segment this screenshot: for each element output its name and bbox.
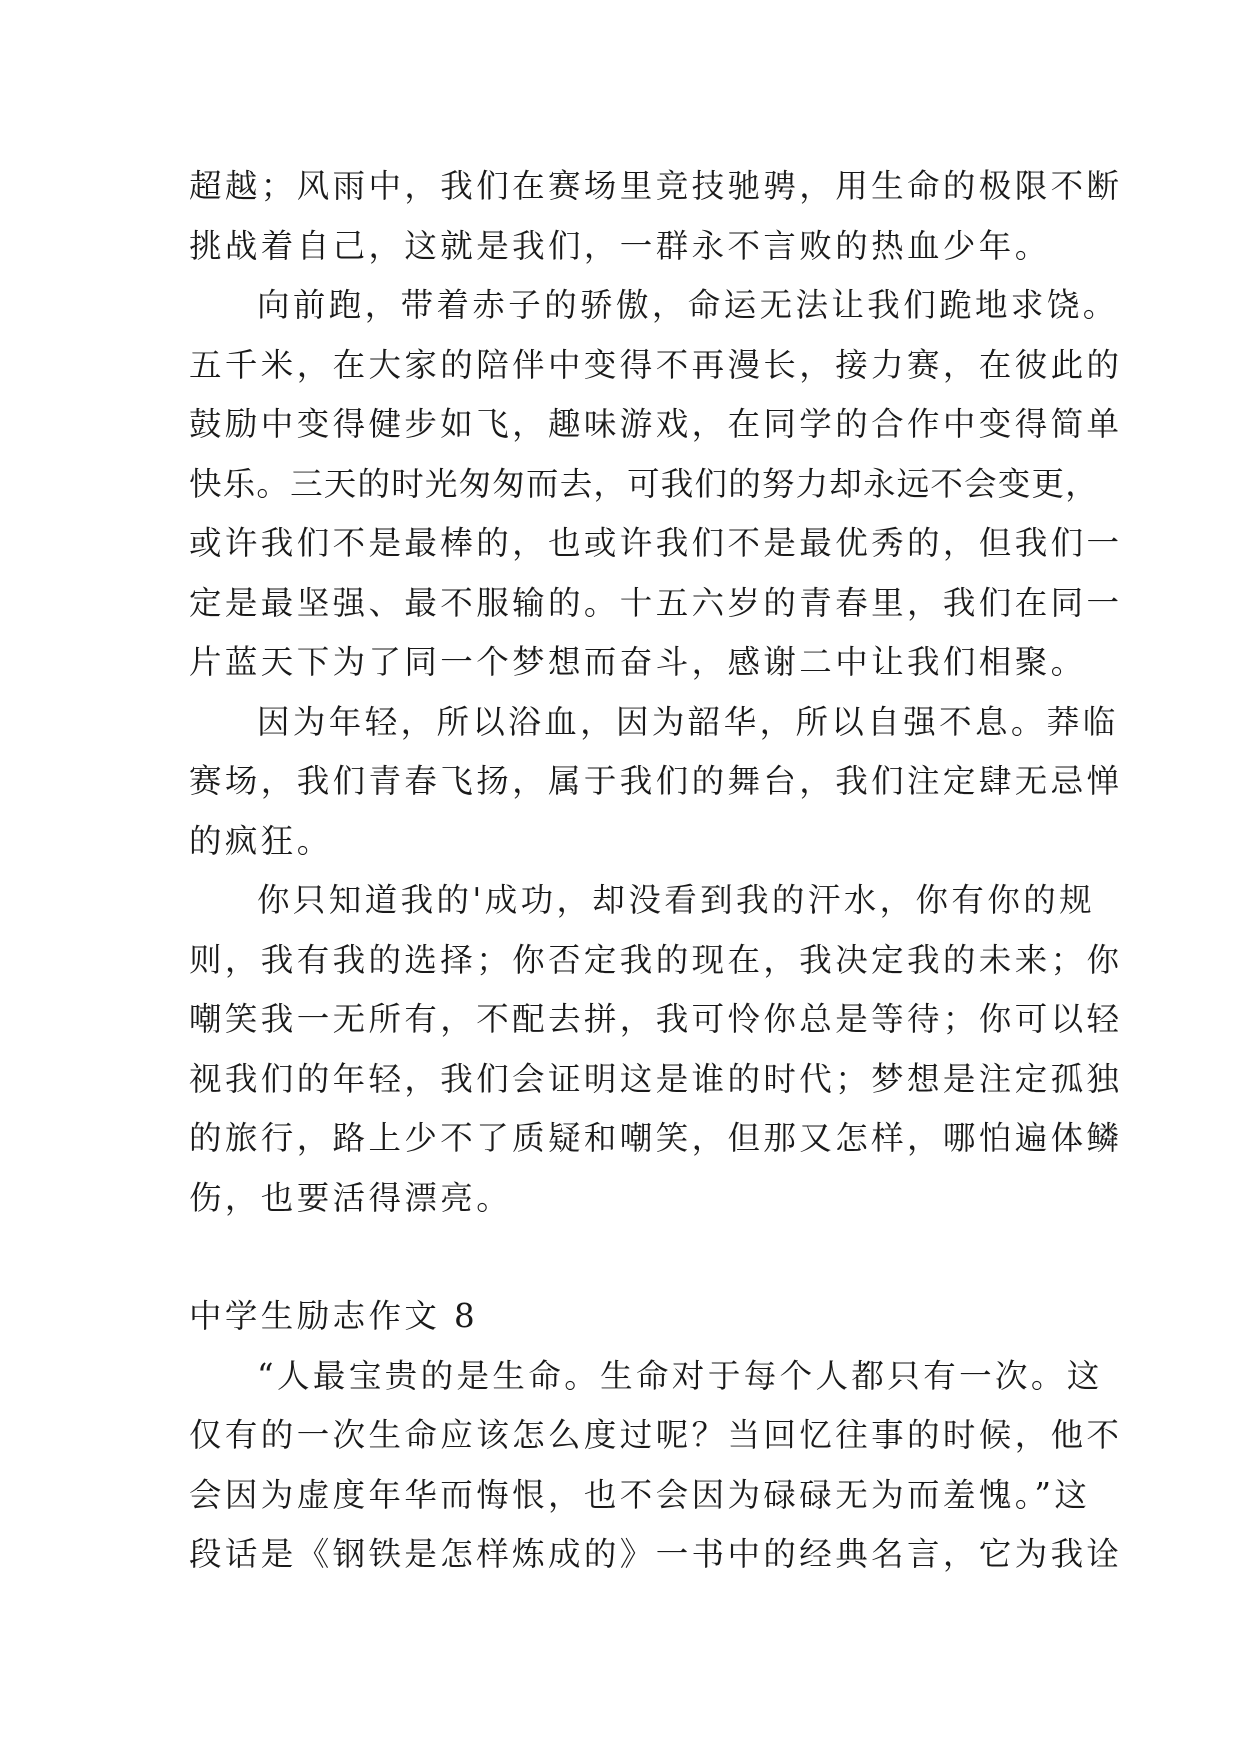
text-line: 定是最坚强、最不服输的。十五六岁的青春里，我们在同一 [189, 583, 1123, 622]
text-line: 则，我有我的选择；你否定我的现在，我决定我的未来；你 [189, 940, 1123, 979]
document-body [189, 157, 1123, 1585]
text-line: 伤，也要活得漂亮。 [189, 1178, 513, 1217]
text-line: 鼓励中变得健步如飞，趣味游戏，在同学的合作中变得简单 [189, 405, 1123, 443]
text-line: 片蓝天下为了同一个梦想而奋斗，感谢二中让我们相聚。 [189, 643, 1087, 681]
paragraph-1 [189, 157, 1123, 276]
text-line: 或许我们不是最棒的，也或许我们不是最优秀的，但我们一 [189, 524, 1123, 562]
paragraph-5 [189, 1347, 1123, 1585]
text-line: 向前跑，带着赤子的骄傲，命运无法让我们跪地求饶。 [257, 286, 1119, 324]
text-line: 因为年轻，所以浴血，因为韶华，所以自强不息。莽临 [257, 702, 1119, 741]
text-line: 段话是《钢铁是怎样炼成的》一书中的经典名言，它为我诠 [189, 1535, 1123, 1573]
text-line: 你只知道我的'成功，却没看到我的汗水，你有你的规 [257, 881, 1096, 919]
paragraph-4 [189, 871, 1123, 1228]
text-line: 嘲笑我一无所有，不配去拼，我可怜你总是等待；你可以轻 [189, 1000, 1123, 1038]
paragraph-3 [189, 693, 1123, 872]
text-line: 超越；风雨中，我们在赛场里竞技驰骋，用生命的极限不断 [189, 167, 1123, 205]
section-heading: 中学生励志作文 8 [189, 1297, 479, 1335]
text-line: 仅有的一次生命应该怎么度过呢？当回忆往事的时候，他不 [189, 1416, 1123, 1454]
text-line: 的疯狂。 [189, 821, 333, 860]
text-line: 视我们的年轻，我们会证明这是谁的时代；梦想是注定孤独 [189, 1059, 1123, 1098]
text-line: 五千米，在大家的陪伴中变得不再漫长，接力赛，在彼此的 [189, 345, 1123, 384]
text-line: 赛场，我们青春飞扬，属于我们的舞台，我们注定肆无忌惮 [189, 762, 1123, 800]
text-line: “人最宝贵的是生命。生命对于每个人都只有一次。这 [257, 1356, 1103, 1395]
text-line: 的旅行，路上少不了质疑和嘲笑，但那又怎样，哪怕遍体鳞 [189, 1119, 1123, 1157]
text-line: 挑战着自己，这就是我们，一群永不言败的热血少年。 [189, 226, 1051, 265]
text-line: 会因为虚度年华而悔恨，也不会因为碌碌无为而羞愧。”这 [189, 1475, 1091, 1514]
text-line: 快乐。三天的时光匆匆而去，可我们的努力却永远不会变更， [189, 464, 1099, 503]
paragraph-2 [189, 276, 1123, 693]
